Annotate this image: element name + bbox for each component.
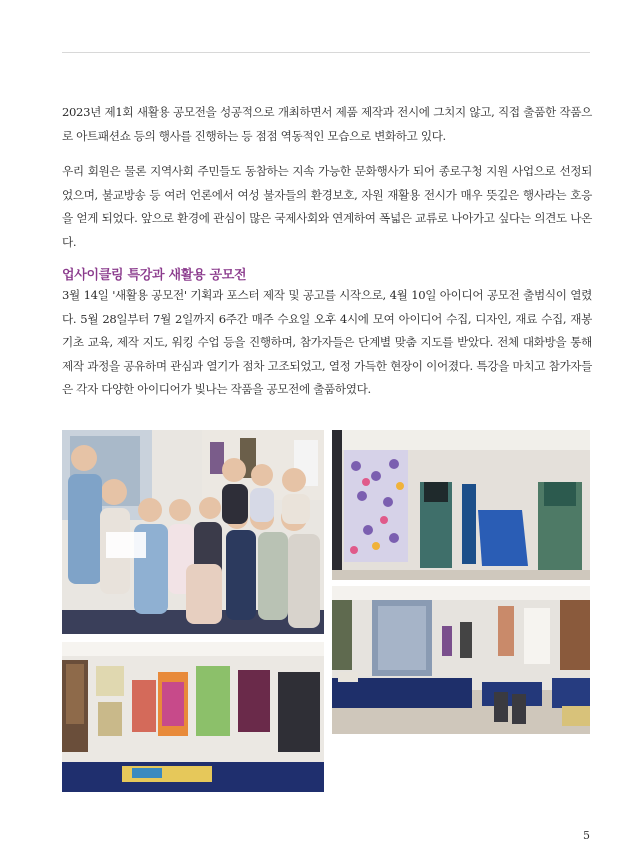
section-heading: 업사이클링 특강과 새활용 공모전 [62,268,247,283]
exhibit-photo-butterfly-dress [332,430,590,580]
top-divider [62,52,590,53]
page-number: 5 [583,829,590,842]
group-photo [62,430,324,634]
exhibit-photo-room [332,586,590,734]
exhibit-photo-vests [62,642,324,792]
body-paragraph-2: 우리 회원은 물론 지역사회 주민들도 동참하는 지속 가능한 문화행사가 되어 종로구청 지원 사업으로 선정되었으며, 불교방송 등 여러 언론에서 여성 불자들의 환경보호, 자원 재활용 전시가 매우 뜻깊은 행사라는 호응을 얻게 되었다. 앞으로 환경에 관심이 많은 국제사회와 연계하여 폭넓은 교류로 나아가고 싶다는 의견도 나온다. [62,164,592,249]
body-paragraph-3: 3월 14일 '새활용 공모전' 기획과 포스터 제작 및 공고를 시작으로, 4월 10일 아이디어 공모전 출범식이 열렸다. 5월 28일부터 7월 2일까지 6주간 매주 수요일 오후 4시에 모여 아이디어 수집, 디자인, 재료 수집, 재봉 기초 교육, 제작 지도, 워킹 수업 등을 진행하며, 참가자들은 단계별 맞춤 지도를 받았다. 전체 대화방을 통해 제작 과정을 공유하며 관심과 열기가 점차 고조되었고, 열정 가득한 현장이 이어졌다. 특강을 마치고 참가자들은 각자 다양한 아이디어가 빛나는 작품을 공모전에 출품하였다. [62,288,592,396]
body-paragraph-1: 2023년 제1회 새활용 공모전을 성공적으로 개최하면서 제품 제작과 전시에 그치지 않고, 직접 출품한 작품으로 아트패션쇼 등의 행사를 진행하는 등 점점 역동적인 모습으로 변화하고 있다. [62,105,592,143]
